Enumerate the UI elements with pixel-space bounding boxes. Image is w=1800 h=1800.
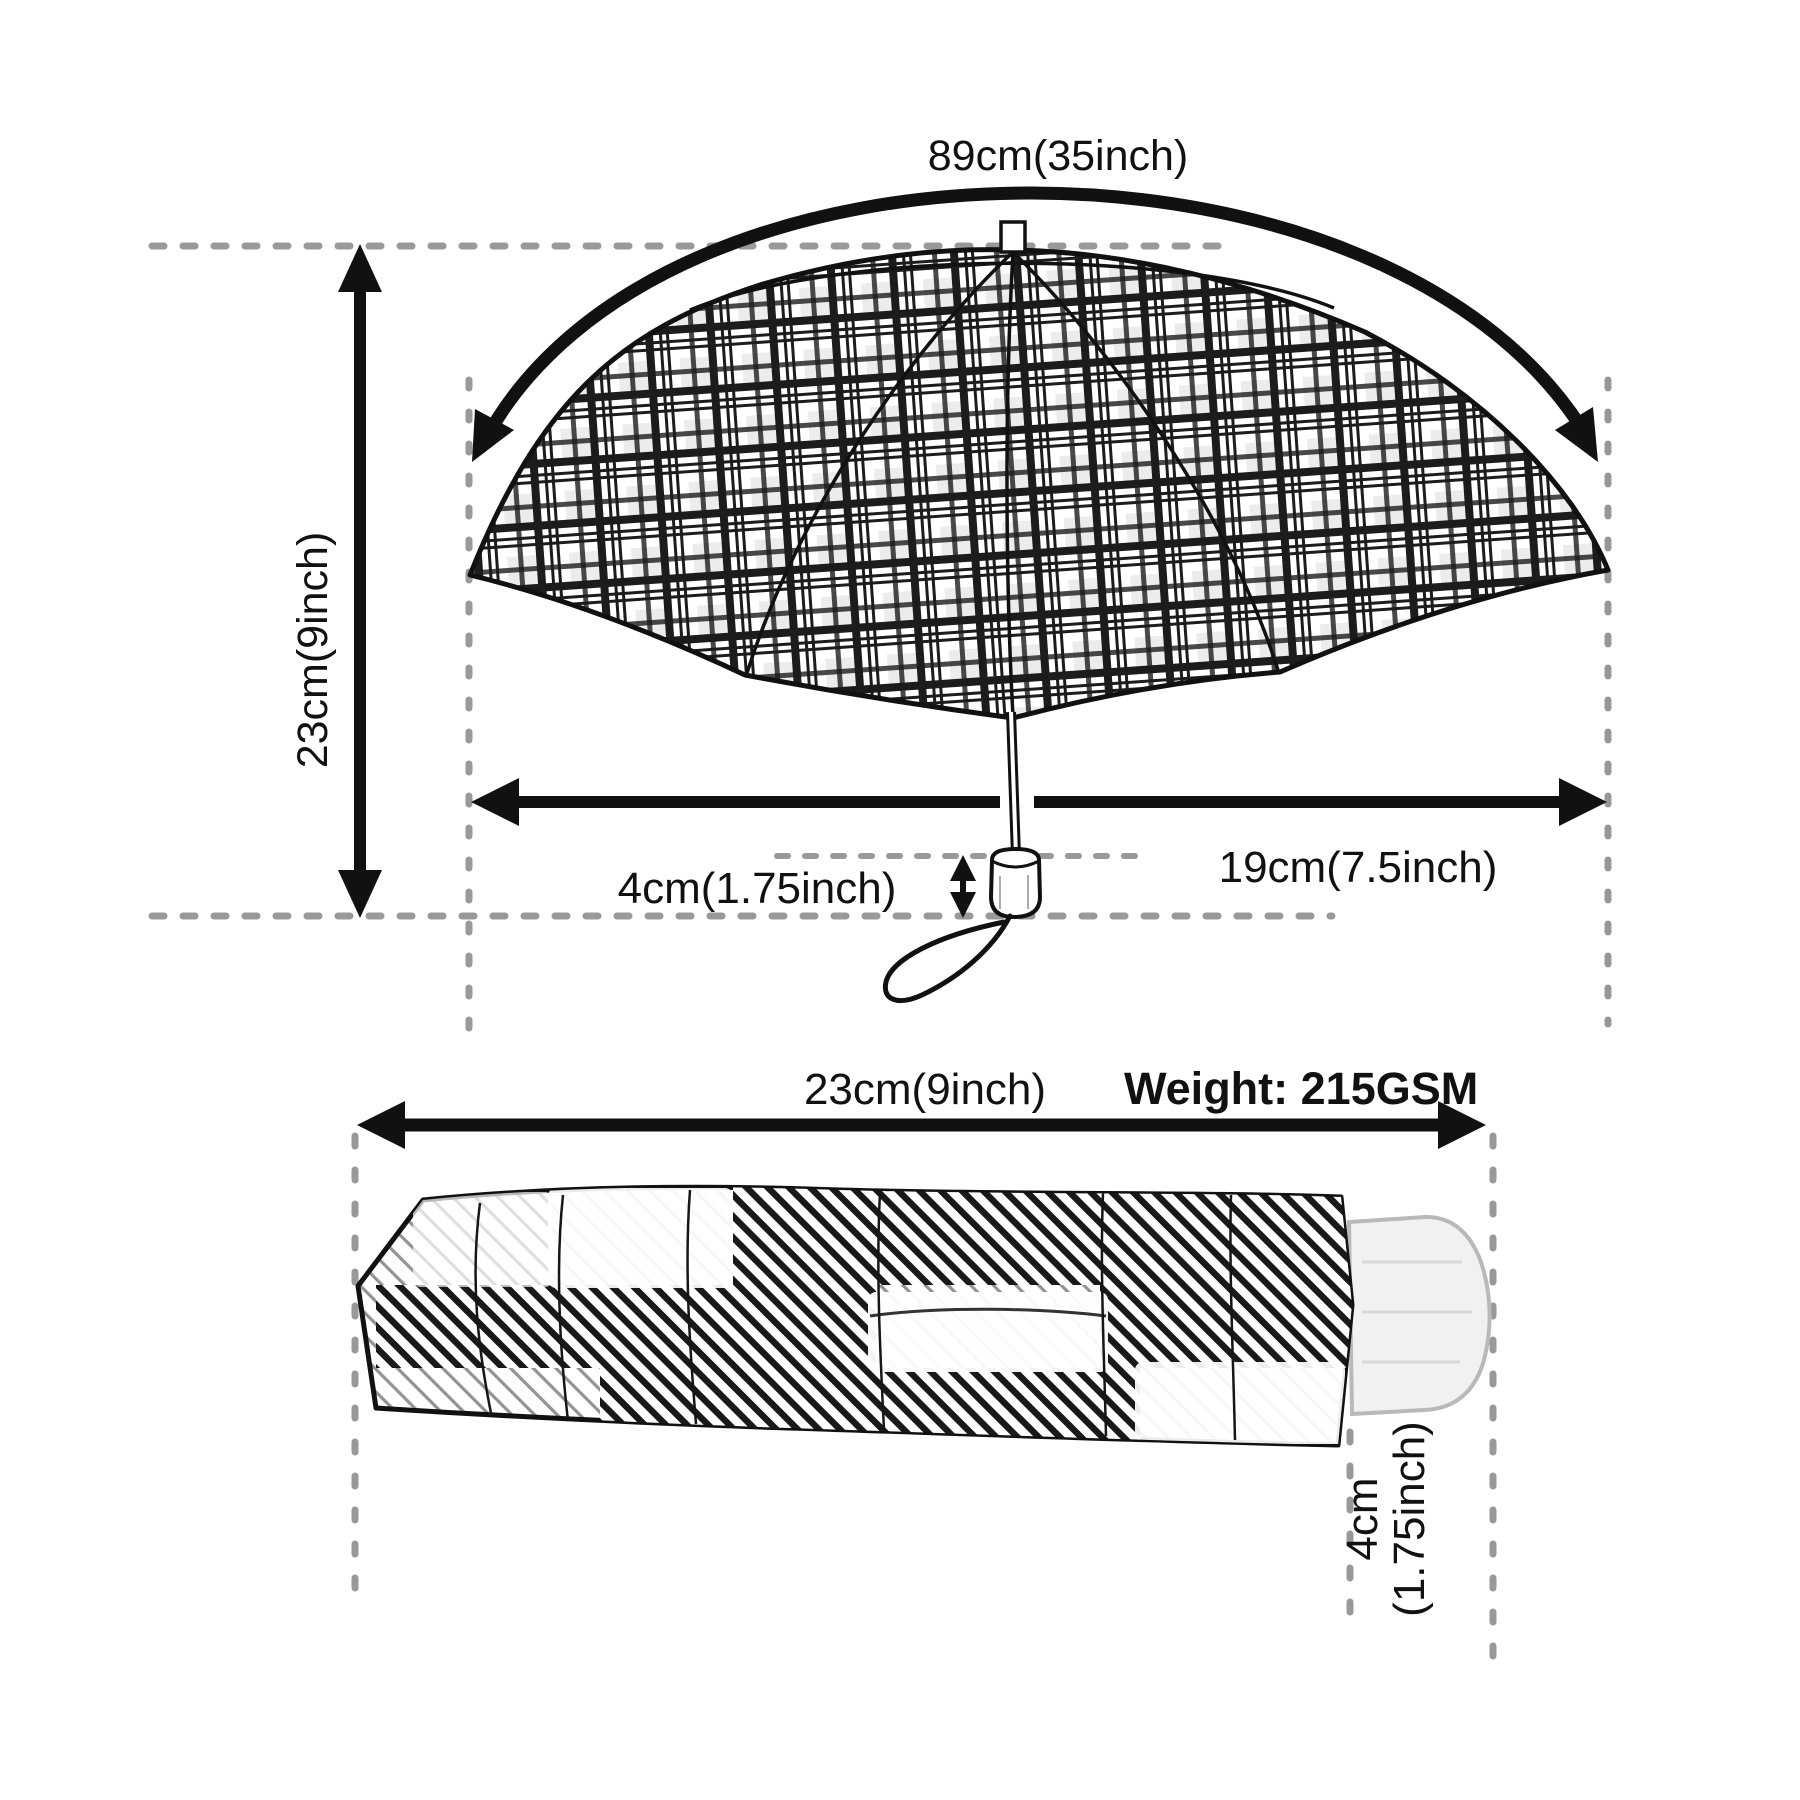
folded-umbrella-illustration — [358, 1185, 1490, 1450]
height-arrowhead-top — [338, 244, 382, 292]
canopy — [470, 250, 1608, 718]
spread-arrowhead-left — [471, 778, 519, 826]
spread-arrowhead-right — [1559, 778, 1607, 826]
handle-height-label: 4cm(1.75inch) — [617, 864, 897, 913]
folded-length-arrowhead-left — [357, 1101, 405, 1149]
folded-handle-cap — [1349, 1217, 1490, 1414]
finial — [1001, 222, 1025, 252]
handle-height-arrow — [950, 855, 976, 918]
height-arrow — [338, 244, 382, 918]
handle — [991, 849, 1040, 917]
height-label: 23cm(9inch) — [289, 531, 337, 769]
spread-width-label: 19cm(7.5inch) — [1218, 843, 1498, 892]
spread-arrow — [471, 778, 1607, 826]
folded-length-label: 23cm(9inch) — [803, 1065, 1047, 1114]
strap-loop — [885, 916, 1010, 1001]
weight-label: Weight: 215GSM — [1124, 1063, 1479, 1114]
folded-diameter-label-line2: (1.75inch) — [1385, 1421, 1434, 1617]
arc-width-label: 89cm(35inch) — [927, 132, 1189, 180]
folded-diameter-label-line1: 4cm — [1338, 1477, 1387, 1561]
height-arrowhead-bottom — [338, 870, 382, 918]
